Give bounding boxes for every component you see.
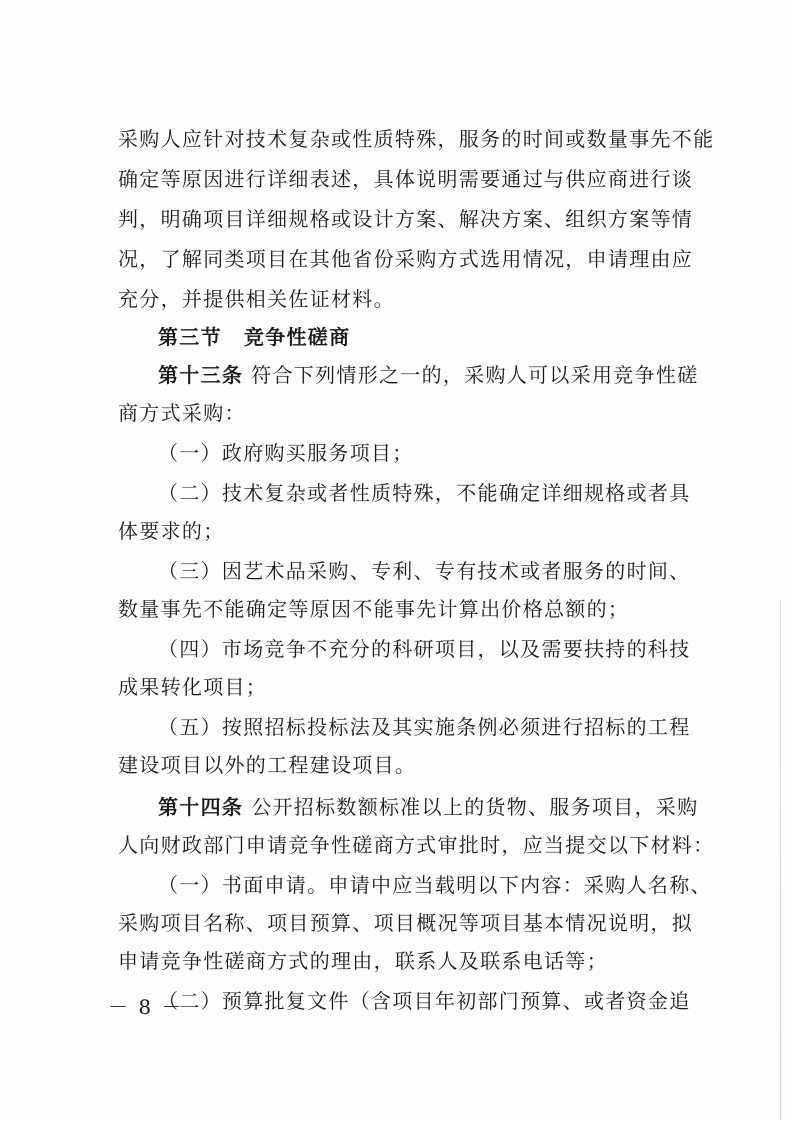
list-item: （二）预算批复文件（含项目年初部门预算、或者资金追 bbox=[158, 989, 691, 1013]
list-item-continuation: 成果转化项目； bbox=[118, 675, 268, 699]
list-item-continuation: 体要求的； bbox=[118, 519, 225, 543]
paragraph-line: 采购人应针对技术复杂或性质特殊，服务的时间或数量事先不能 bbox=[118, 127, 715, 151]
list-item: （三）因艺术品采购、专利、专有技术或者服务的时间、 bbox=[158, 559, 691, 583]
list-item: （四）市场竞争不充分的科研项目，以及需要扶持的科技 bbox=[158, 637, 691, 661]
list-item: （五）按照招标投标法及其实施条例必须进行招标的工程 bbox=[158, 715, 691, 739]
list-item-continuation: 建设项目以外的工程建设项目。 bbox=[118, 753, 417, 777]
list-item: （一）书面申请。申请中应当载明以下内容：采购人名称、 bbox=[158, 873, 712, 897]
list-item: （一）政府购买服务项目； bbox=[158, 441, 414, 465]
article-14-text: 公开招标数额标准以上的货物、服务项目，采购 bbox=[251, 795, 699, 819]
section-label: 第三节 bbox=[158, 325, 222, 349]
page-number: － 8 － bbox=[108, 995, 184, 1019]
article-13-label: 第十三条 bbox=[158, 363, 244, 387]
list-item-continuation: 申请竞争性磋商方式的理由，联系人及联系电话等； bbox=[118, 949, 608, 973]
section-title: 竞争性磋商 bbox=[243, 325, 351, 349]
section-heading bbox=[158, 322, 350, 352]
article-13-text: 符合下列情形之一的，采购人可以采用竞争性磋 bbox=[251, 363, 699, 387]
article-14-label: 第十四条 bbox=[158, 795, 244, 819]
article-14-first-line bbox=[158, 792, 699, 822]
paragraph-line: 人向财政部门申请竞争性磋商方式审批时，应当提交以下材料： bbox=[118, 833, 715, 857]
list-item: （二）技术复杂或者性质特殊，不能确定详细规格或者具 bbox=[158, 481, 691, 505]
paragraph-line: 充分，并提供相关佐证材料。 bbox=[118, 287, 395, 311]
list-item-continuation: 数量事先不能确定等原因不能事先计算出价格总额的； bbox=[118, 597, 630, 621]
paragraph-line: 确定等原因进行详细表述，具体说明需要通过与供应商进行谈 bbox=[118, 167, 694, 191]
list-item-continuation: 采购项目名称、项目预算、项目概况等项目基本情况说明，拟 bbox=[118, 911, 694, 935]
paragraph-line: 判，明确项目详细规格或设计方案、解决方案、组织方案等情 bbox=[118, 207, 694, 231]
paragraph-line: 况，了解同类项目在其他省份采购方式选用情况，申请理由应 bbox=[118, 247, 694, 271]
page-edge-shadow bbox=[780, 600, 781, 1120]
article-13-first-line bbox=[158, 360, 699, 390]
paragraph-line: 商方式采购： bbox=[118, 401, 246, 425]
